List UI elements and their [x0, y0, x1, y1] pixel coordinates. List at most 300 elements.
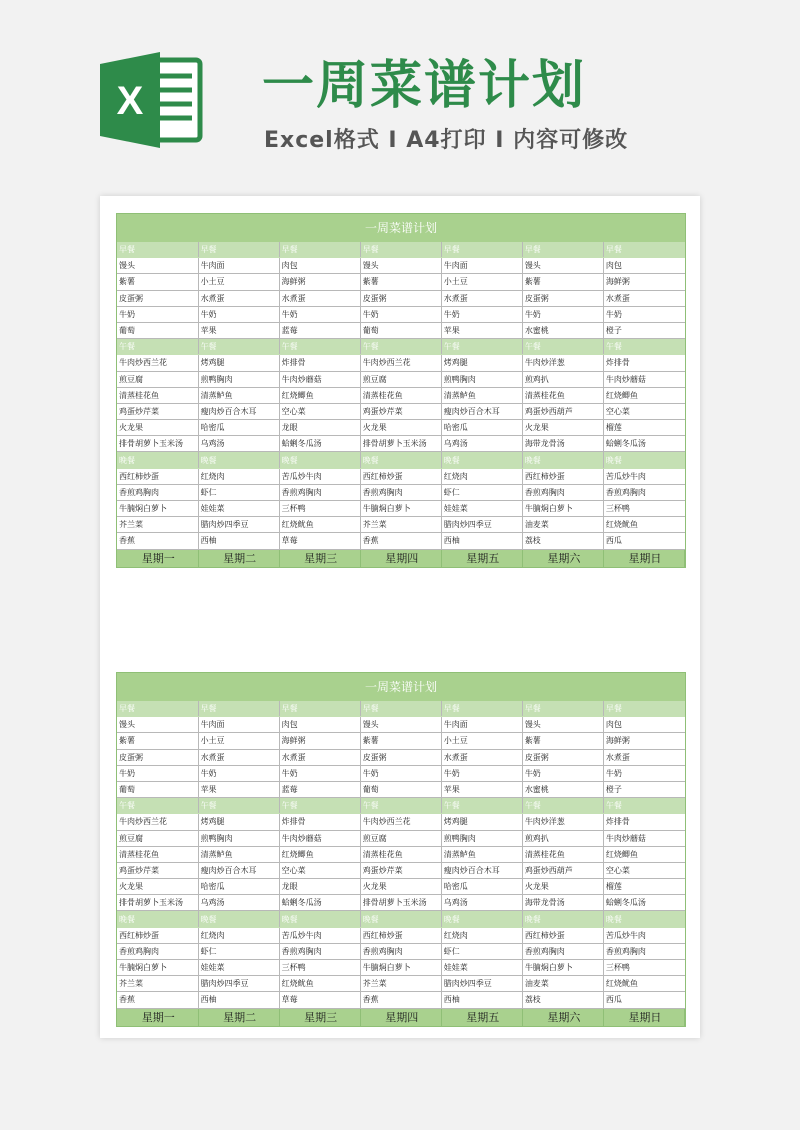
table-cell: 红烧鱿鱼	[603, 976, 684, 992]
table-row	[117, 501, 685, 517]
table-cell: 星期四	[360, 1008, 441, 1026]
table-cell: 蛤蜊冬瓜汤	[279, 895, 360, 911]
page-subtitle: Excel格式 I A4打印 I 内容可修改	[264, 128, 629, 153]
table-cell: 瘦肉炒百合木耳	[441, 403, 522, 419]
table-cell: 牛肉炒西兰花	[360, 355, 441, 371]
table-cell: 榴莲	[603, 879, 684, 895]
table-cell: 牛奶	[279, 765, 360, 781]
table-cell: 星期三	[279, 1008, 360, 1026]
table-cell: 草莓	[279, 533, 360, 549]
table-row	[117, 517, 685, 533]
table-row	[117, 355, 685, 371]
table-cell: 鸡蛋炒芹菜	[117, 862, 198, 878]
table-cell: 午餐	[441, 339, 522, 355]
table-cell: 西柚	[198, 992, 279, 1008]
table-cell: 荔枝	[522, 992, 603, 1008]
menu-table-body	[117, 701, 685, 1026]
table-cell: 清蒸鲈鱼	[441, 846, 522, 862]
table-cell: 馒头	[117, 717, 198, 733]
table-cell: 早餐	[603, 242, 684, 258]
table-cell: 早餐	[522, 242, 603, 258]
table-cell: 烤鸡腿	[198, 814, 279, 830]
weekday-row	[117, 549, 685, 567]
table-row	[117, 533, 685, 549]
table-cell: 牛腩焖白萝卜	[360, 960, 441, 976]
table-cell: 葡萄	[117, 781, 198, 797]
table-cell: 星期五	[441, 1008, 522, 1026]
table-cell: 红烧鱿鱼	[279, 517, 360, 533]
table-cell: 清蒸桂花鱼	[522, 846, 603, 862]
table-cell: 苦瓜炒牛肉	[603, 468, 684, 484]
table-cell: 午餐	[360, 798, 441, 814]
table-cell: 烤鸡腿	[441, 355, 522, 371]
table-cell: 星期二	[198, 1008, 279, 1026]
table-cell: 午餐	[360, 339, 441, 355]
table-cell: 红烧肉	[441, 468, 522, 484]
table-cell: 西瓜	[603, 533, 684, 549]
table-cell: 芥兰菜	[360, 976, 441, 992]
table-cell: 午餐	[198, 339, 279, 355]
table-cell: 红烧鲫鱼	[279, 846, 360, 862]
table-cell: 瘦肉炒百合木耳	[441, 862, 522, 878]
table-cell: 午餐	[603, 798, 684, 814]
table-row	[117, 322, 685, 338]
section-row-breakfast	[117, 242, 685, 258]
table-cell: 星期六	[522, 549, 603, 567]
table-cell: 红烧肉	[198, 927, 279, 943]
table-cell: 炸排骨	[279, 814, 360, 830]
table-cell: 晚餐	[360, 452, 441, 468]
table-cell: 三杯鸭	[279, 960, 360, 976]
table-cell: 早餐	[279, 701, 360, 717]
menu-sheet-copy	[116, 672, 686, 1027]
table-row	[117, 814, 685, 830]
table-cell: 炸排骨	[603, 355, 684, 371]
table-cell: 香煎鸡胸肉	[360, 484, 441, 500]
table-cell: 香煎鸡胸肉	[117, 484, 198, 500]
table-cell: 排骨胡萝卜玉米汤	[117, 436, 198, 452]
table-cell: 娃娃菜	[441, 501, 522, 517]
table-row	[117, 862, 685, 878]
table-cell: 牛腩焖白萝卜	[522, 501, 603, 517]
table-cell: 星期五	[441, 549, 522, 567]
table-cell: 牛奶	[360, 765, 441, 781]
table-cell: 蛤蜊冬瓜汤	[603, 895, 684, 911]
table-cell: 虾仁	[441, 943, 522, 959]
table-cell: 牛肉面	[198, 258, 279, 274]
table-cell: 清蒸桂花鱼	[360, 846, 441, 862]
table-cell: 西红柿炒蛋	[522, 927, 603, 943]
table-row	[117, 484, 685, 500]
table-cell: 星期日	[603, 1008, 684, 1026]
table-cell: 牛肉炒西兰花	[117, 814, 198, 830]
table-cell: 水煮蛋	[603, 749, 684, 765]
table-cell: 牛奶	[117, 765, 198, 781]
table-cell: 午餐	[603, 339, 684, 355]
table-cell: 牛肉面	[441, 258, 522, 274]
table-cell: 西红柿炒蛋	[360, 468, 441, 484]
table-cell: 早餐	[441, 701, 522, 717]
table-cell: 哈密瓜	[441, 420, 522, 436]
table-cell: 油麦菜	[522, 517, 603, 533]
table-cell: 小土豆	[441, 274, 522, 290]
table-cell: 星期三	[279, 549, 360, 567]
table-row	[117, 371, 685, 387]
table-cell: 香蕉	[117, 992, 198, 1008]
table-cell: 排骨胡萝卜玉米汤	[360, 436, 441, 452]
table-cell: 鸡蛋炒芹菜	[360, 862, 441, 878]
table-cell: 牛腩焖白萝卜	[117, 960, 198, 976]
table-cell: 红烧肉	[198, 468, 279, 484]
table-cell: 肉包	[603, 258, 684, 274]
table-cell: 火龙果	[522, 879, 603, 895]
table-cell: 瘦肉炒百合木耳	[198, 403, 279, 419]
table-cell: 紫薯	[522, 733, 603, 749]
table-cell: 苦瓜炒牛肉	[279, 927, 360, 943]
table-cell: 牛肉炒西兰花	[360, 814, 441, 830]
table-cell: 瘦肉炒百合木耳	[198, 862, 279, 878]
table-cell: 皮蛋粥	[522, 290, 603, 306]
table-cell: 早餐	[117, 242, 198, 258]
table-cell: 娃娃菜	[198, 501, 279, 517]
table-row	[117, 403, 685, 419]
table-cell: 火龙果	[360, 420, 441, 436]
table-row	[117, 387, 685, 403]
table-cell: 苹果	[198, 781, 279, 797]
table-cell: 火龙果	[522, 420, 603, 436]
table-cell: 空心菜	[603, 403, 684, 419]
table-cell: 晚餐	[279, 452, 360, 468]
table-cell: 乌鸡汤	[198, 436, 279, 452]
table-cell: 牛肉炒蘑菇	[279, 371, 360, 387]
table-cell: 牛奶	[441, 306, 522, 322]
table-row	[117, 306, 685, 322]
table-cell: 牛奶	[117, 306, 198, 322]
table-cell: 小土豆	[198, 733, 279, 749]
table-cell: 苦瓜炒牛肉	[603, 927, 684, 943]
table-cell: 星期二	[198, 549, 279, 567]
table-cell: 皮蛋粥	[117, 749, 198, 765]
table-cell: 虾仁	[441, 484, 522, 500]
menu-table	[117, 242, 685, 567]
table-row	[117, 846, 685, 862]
table-cell: 牛肉面	[198, 717, 279, 733]
table-cell: 苹果	[441, 781, 522, 797]
table-cell: 空心菜	[603, 862, 684, 878]
table-cell: 皮蛋粥	[522, 749, 603, 765]
table-cell: 早餐	[360, 701, 441, 717]
table-cell: 芥兰菜	[117, 976, 198, 992]
table-cell: 牛腩焖白萝卜	[360, 501, 441, 517]
table-cell: 肉包	[603, 717, 684, 733]
table-cell: 香煎鸡胸肉	[279, 943, 360, 959]
table-cell: 牛腩焖白萝卜	[117, 501, 198, 517]
table-cell: 牛奶	[522, 765, 603, 781]
table-cell: 火龙果	[360, 879, 441, 895]
table-cell: 馒头	[522, 258, 603, 274]
svg-text:X: X	[116, 79, 144, 123]
table-cell: 火龙果	[117, 879, 198, 895]
table-row	[117, 781, 685, 797]
table-cell: 鸡蛋炒西葫芦	[522, 403, 603, 419]
table-cell: 腊肉炒四季豆	[198, 976, 279, 992]
table-cell: 芥兰菜	[360, 517, 441, 533]
menu-table-body	[117, 242, 685, 567]
table-row	[117, 927, 685, 943]
table-cell: 乌鸡汤	[198, 895, 279, 911]
table-cell: 水煮蛋	[198, 749, 279, 765]
table-cell: 午餐	[279, 798, 360, 814]
table-row	[117, 960, 685, 976]
table-cell: 水煮蛋	[279, 290, 360, 306]
table-cell: 西瓜	[603, 992, 684, 1008]
table-cell: 香煎鸡胸肉	[522, 484, 603, 500]
table-cell: 红烧鲫鱼	[603, 846, 684, 862]
section-row-lunch	[117, 798, 685, 814]
table-cell: 烤鸡腿	[198, 355, 279, 371]
table-cell: 紫薯	[522, 274, 603, 290]
table-cell: 红烧鲫鱼	[279, 387, 360, 403]
table-row	[117, 733, 685, 749]
table-cell: 乌鸡汤	[441, 895, 522, 911]
table-cell: 肉包	[279, 258, 360, 274]
table-cell: 牛奶	[603, 306, 684, 322]
page-title: 一周菜谱计划	[262, 56, 587, 116]
table-cell: 牛奶	[279, 306, 360, 322]
table-cell: 香煎鸡胸肉	[117, 943, 198, 959]
table-cell: 晚餐	[603, 911, 684, 927]
table-cell: 晚餐	[522, 452, 603, 468]
table-cell: 牛奶	[198, 765, 279, 781]
table-cell: 火龙果	[117, 420, 198, 436]
table-cell: 清蒸桂花鱼	[360, 387, 441, 403]
table-row	[117, 717, 685, 733]
table-cell: 皮蛋粥	[360, 290, 441, 306]
table-cell: 牛肉炒西兰花	[117, 355, 198, 371]
table-cell: 鸡蛋炒芹菜	[117, 403, 198, 419]
table-cell: 晚餐	[117, 911, 198, 927]
table-cell: 西红柿炒蛋	[117, 468, 198, 484]
table-row	[117, 468, 685, 484]
section-row-dinner	[117, 452, 685, 468]
table-cell: 午餐	[117, 339, 198, 355]
table-cell: 煎鸭胸肉	[198, 371, 279, 387]
table-cell: 橙子	[603, 781, 684, 797]
table-cell: 香蕉	[360, 992, 441, 1008]
table-cell: 晚餐	[441, 911, 522, 927]
table-cell: 星期四	[360, 549, 441, 567]
table-cell: 香煎鸡胸肉	[603, 484, 684, 500]
table-cell: 葡萄	[117, 322, 198, 338]
table-cell: 香煎鸡胸肉	[603, 943, 684, 959]
table-cell: 午餐	[117, 798, 198, 814]
table-cell: 煎豆腐	[360, 830, 441, 846]
table-cell: 蓝莓	[279, 322, 360, 338]
table-cell: 清蒸桂花鱼	[117, 846, 198, 862]
table-cell: 蛤蜊冬瓜汤	[603, 436, 684, 452]
table-cell: 晚餐	[198, 911, 279, 927]
table-row	[117, 992, 685, 1008]
section-row-lunch	[117, 339, 685, 355]
table-cell: 清蒸鲈鱼	[198, 387, 279, 403]
table-row	[117, 976, 685, 992]
table-cell: 晚餐	[522, 911, 603, 927]
table-cell: 水煮蛋	[279, 749, 360, 765]
table-cell: 煎豆腐	[117, 371, 198, 387]
table-cell: 苹果	[441, 322, 522, 338]
table-row	[117, 943, 685, 959]
table-cell: 小土豆	[198, 274, 279, 290]
table-cell: 苹果	[198, 322, 279, 338]
table-cell: 橙子	[603, 322, 684, 338]
table-cell: 煎鸭胸肉	[441, 371, 522, 387]
table-cell: 牛肉炒蘑菇	[603, 371, 684, 387]
table-cell: 晚餐	[117, 452, 198, 468]
table-cell: 香煎鸡胸肉	[522, 943, 603, 959]
table-cell: 早餐	[603, 701, 684, 717]
sheet-title: 一周菜谱计划	[117, 214, 685, 242]
sheet-title: 一周菜谱计划	[117, 673, 685, 701]
table-cell: 牛奶	[522, 306, 603, 322]
table-cell: 星期日	[603, 549, 684, 567]
table-cell: 西柚	[441, 533, 522, 549]
table-cell: 晚餐	[279, 911, 360, 927]
excel-logo-icon	[100, 52, 204, 148]
table-cell: 娃娃菜	[441, 960, 522, 976]
table-row	[117, 290, 685, 306]
table-cell: 早餐	[117, 701, 198, 717]
table-cell: 荔枝	[522, 533, 603, 549]
table-cell: 香蕉	[117, 533, 198, 549]
table-row	[117, 749, 685, 765]
table-cell: 肉包	[279, 717, 360, 733]
menu-table	[117, 701, 685, 1026]
table-row	[117, 436, 685, 452]
table-cell: 三杯鸭	[603, 501, 684, 517]
table-cell: 星期一	[117, 1008, 198, 1026]
table-cell: 牛奶	[441, 765, 522, 781]
table-row	[117, 420, 685, 436]
table-cell: 早餐	[441, 242, 522, 258]
table-cell: 海鲜粥	[603, 733, 684, 749]
table-cell: 皮蛋粥	[360, 749, 441, 765]
table-cell: 紫薯	[360, 733, 441, 749]
table-cell: 早餐	[360, 242, 441, 258]
table-cell: 蓝莓	[279, 781, 360, 797]
table-cell: 西红柿炒蛋	[360, 927, 441, 943]
table-cell: 早餐	[522, 701, 603, 717]
table-cell: 西红柿炒蛋	[522, 468, 603, 484]
table-cell: 空心菜	[279, 403, 360, 419]
table-cell: 水煮蛋	[603, 290, 684, 306]
table-cell: 牛肉面	[441, 717, 522, 733]
table-cell: 煎鸭胸肉	[198, 830, 279, 846]
table-cell: 牛肉炒蘑菇	[603, 830, 684, 846]
table-cell: 水煮蛋	[198, 290, 279, 306]
table-cell: 馒头	[360, 258, 441, 274]
table-row	[117, 895, 685, 911]
table-cell: 海鲜粥	[279, 733, 360, 749]
table-cell: 午餐	[522, 339, 603, 355]
weekday-row	[117, 1008, 685, 1026]
table-cell: 晚餐	[198, 452, 279, 468]
table-cell: 油麦菜	[522, 976, 603, 992]
table-cell: 红烧鱿鱼	[603, 517, 684, 533]
table-cell: 炸排骨	[279, 355, 360, 371]
table-cell: 牛肉炒蘑菇	[279, 830, 360, 846]
table-cell: 虾仁	[198, 484, 279, 500]
table-cell: 馒头	[360, 717, 441, 733]
table-cell: 娃娃菜	[198, 960, 279, 976]
table-cell: 西柚	[441, 992, 522, 1008]
table-cell: 腊肉炒四季豆	[441, 976, 522, 992]
table-cell: 乌鸡汤	[441, 436, 522, 452]
table-cell: 香煎鸡胸肉	[360, 943, 441, 959]
table-cell: 煎鸡扒	[522, 830, 603, 846]
table-cell: 煎豆腐	[360, 371, 441, 387]
table-cell: 午餐	[198, 798, 279, 814]
table-cell: 晚餐	[360, 911, 441, 927]
table-cell: 早餐	[198, 242, 279, 258]
table-cell: 炸排骨	[603, 814, 684, 830]
table-cell: 紫薯	[360, 274, 441, 290]
table-cell: 清蒸桂花鱼	[117, 387, 198, 403]
table-cell: 晚餐	[441, 452, 522, 468]
table-row	[117, 258, 685, 274]
table-cell: 腊肉炒四季豆	[198, 517, 279, 533]
table-cell: 早餐	[198, 701, 279, 717]
table-cell: 腊肉炒四季豆	[441, 517, 522, 533]
table-cell: 早餐	[279, 242, 360, 258]
table-cell: 葡萄	[360, 322, 441, 338]
table-cell: 水煮蛋	[441, 290, 522, 306]
table-cell: 星期一	[117, 549, 198, 567]
table-cell: 榴莲	[603, 420, 684, 436]
table-cell: 午餐	[522, 798, 603, 814]
table-cell: 清蒸桂花鱼	[522, 387, 603, 403]
table-cell: 煎豆腐	[117, 830, 198, 846]
section-row-dinner	[117, 911, 685, 927]
table-cell: 煎鸭胸肉	[441, 830, 522, 846]
table-cell: 馒头	[117, 258, 198, 274]
table-row	[117, 879, 685, 895]
table-cell: 牛肉炒洋葱	[522, 355, 603, 371]
table-cell: 海鲜粥	[279, 274, 360, 290]
table-cell: 皮蛋粥	[117, 290, 198, 306]
table-cell: 水蜜桃	[522, 781, 603, 797]
table-cell: 清蒸鲈鱼	[198, 846, 279, 862]
table-cell: 芥兰菜	[117, 517, 198, 533]
table-cell: 海鲜粥	[603, 274, 684, 290]
table-cell: 龙眼	[279, 420, 360, 436]
table-cell: 星期六	[522, 1008, 603, 1026]
table-cell: 鸡蛋炒西葫芦	[522, 862, 603, 878]
table-cell: 晚餐	[603, 452, 684, 468]
table-cell: 红烧鱿鱼	[279, 976, 360, 992]
table-cell: 海带龙骨汤	[522, 895, 603, 911]
table-cell: 小土豆	[441, 733, 522, 749]
table-row	[117, 765, 685, 781]
table-cell: 草莓	[279, 992, 360, 1008]
table-cell: 哈密瓜	[198, 420, 279, 436]
table-cell: 西红柿炒蛋	[117, 927, 198, 943]
table-cell: 蛤蜊冬瓜汤	[279, 436, 360, 452]
table-cell: 紫薯	[117, 733, 198, 749]
table-cell: 馒头	[522, 717, 603, 733]
table-cell: 牛奶	[603, 765, 684, 781]
table-cell: 三杯鸭	[279, 501, 360, 517]
table-cell: 哈密瓜	[441, 879, 522, 895]
